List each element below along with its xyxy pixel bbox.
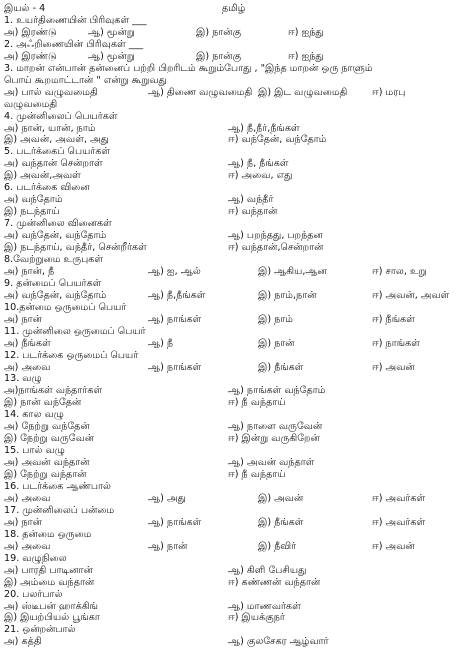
question-text-cont: பொய் கூறமாட்டான் " என்று கூறுவது xyxy=(4,74,167,86)
option-3: இ) அவன்,அவள் xyxy=(4,170,81,182)
option-2: ஆ) திணை வழுவமைதி xyxy=(148,86,253,98)
option-3: இ) இட வழுவமைதி xyxy=(258,86,348,98)
options-row xyxy=(0,577,474,589)
question-17 xyxy=(0,505,474,517)
option-1: அ) ஸ்டீபன் ஹாக்கிங் xyxy=(4,600,99,612)
option-1: அ) நேற்று வந்தேன் xyxy=(4,421,90,433)
question-21 xyxy=(0,624,474,636)
option-2: ஆ) நாளை வருவேன் xyxy=(228,421,323,433)
question-text: 6. படர்க்கை வினை xyxy=(4,182,90,194)
option-1: அ) நான் xyxy=(4,516,42,528)
option-cont-row xyxy=(0,99,474,111)
question-text: 18. தன்மை ஒருமை xyxy=(4,528,92,540)
option-4: ஈ) வந்தேன், வந்தோம் xyxy=(228,134,327,146)
options-row xyxy=(0,385,474,397)
question-11 xyxy=(0,326,474,338)
option-2: ஆ) நாங்கள் xyxy=(148,516,202,528)
option-3: இ) நான்கு xyxy=(196,50,242,62)
option-1: அ) வந்தோம் xyxy=(4,194,63,206)
option-4: ஈ) அவர்கள் xyxy=(372,516,426,528)
question-2 xyxy=(0,39,474,51)
option-3: இ) நான்கு xyxy=(196,26,242,38)
options-row xyxy=(0,517,474,529)
option-4: ஈ) அவன், அவள் xyxy=(372,289,450,301)
options-row xyxy=(0,612,474,624)
option-4: ஈ) வந்தான் xyxy=(228,206,278,218)
option-2: ஆ) நீ,நீர்,நீங்கள் xyxy=(228,122,300,134)
option-1: அ) அவை xyxy=(4,492,51,504)
option-4: ஈ) மரபு xyxy=(372,86,406,98)
option-4: ஈ) இயக்குநர் xyxy=(228,612,285,624)
option-1: அ) வந்தேன், வந்தோம் xyxy=(4,289,107,301)
question-text: 7. முன்னிலை வினைகள் xyxy=(4,218,112,230)
options-row xyxy=(0,421,474,433)
options-row xyxy=(0,541,474,553)
option-2: ஆ) மூன்று xyxy=(88,50,135,62)
option-4: ஈ) கண்ணன் வந்தான் xyxy=(228,576,321,588)
option-4: ஈ) நீ வந்தாய் xyxy=(228,397,286,409)
question-text: 20. பலர்பால் xyxy=(4,588,63,600)
question-7 xyxy=(0,218,474,230)
option-3: இ) நீங்கள் xyxy=(258,516,304,528)
option-1: அ)நாங்கள் வந்தார்கள் xyxy=(4,385,103,397)
option-4: ஈ) நீங்கள் xyxy=(372,313,415,325)
option-3: இ) நடந்தாய் xyxy=(4,206,60,218)
option-4: ஈ) சால, உறு xyxy=(372,265,427,277)
option-2: ஆ) பறந்தது, பறந்தன xyxy=(228,230,323,241)
question-text: 21. ஒன்றன்பால் xyxy=(4,624,76,636)
question-text: 4. முன்னிலைப் பெயர்கள் xyxy=(4,110,118,122)
question-3-cont xyxy=(0,75,474,87)
question-text: 17. முன்னிலைப் பன்மை xyxy=(4,504,115,516)
option-3: இ) நான் வந்தேன் xyxy=(4,397,82,409)
question-text: 16. படர்க்கை ஆண்பால் xyxy=(4,481,111,492)
option-1: அ) இரண்டு xyxy=(4,26,57,38)
question-18 xyxy=(0,529,474,541)
subject-label: தமிழ் xyxy=(222,3,246,14)
option-1: அ) வந்தேன், வந்தோம் xyxy=(4,230,107,241)
question-text: 19. வழுநிலை xyxy=(4,552,67,564)
option-1: அ) வந்தான் சென்றாள் xyxy=(4,158,103,170)
option-1: அ) நான், யான், நாம் xyxy=(4,122,96,134)
question-14 xyxy=(0,409,474,421)
option-3: இ) நான் xyxy=(258,337,295,349)
option-3: இ) அவன், அவள், அது xyxy=(4,134,109,146)
option-3: இ) நீவிர் xyxy=(258,540,297,552)
option-2: ஆ) நீ, நீங்கள் xyxy=(228,158,289,170)
option-1: அ) நான் xyxy=(4,313,42,325)
option-3: இ) அவன் xyxy=(258,492,304,504)
option-2: ஆ) நீ xyxy=(148,337,174,349)
options-row xyxy=(0,170,474,182)
option-2: ஆ) நாங்கள் xyxy=(148,361,202,373)
option-4: ஈ) அவன் xyxy=(372,361,415,373)
option-1: அ) நான், நீ xyxy=(4,265,55,277)
option-4: ஈ) ஐந்து xyxy=(288,26,324,38)
option-3: இ) நேற்று வருவேன் xyxy=(4,433,95,445)
option-3: இ) நீங்கள் xyxy=(258,361,304,373)
options-row xyxy=(0,266,474,278)
option-3: இ) நாம் xyxy=(258,313,294,325)
option-2: ஆ) ஐ, ஆல் xyxy=(148,265,201,277)
option-1: அ) பால் வழுவமைதி xyxy=(4,86,98,98)
question-1 xyxy=(0,15,474,27)
option-3: இ) ஆகிய,ஆன xyxy=(258,265,327,277)
option-3: இ) நாம்,நான் xyxy=(258,289,317,301)
option-2: ஆ) மாணவர்கள் xyxy=(228,600,301,612)
options-row xyxy=(0,469,474,481)
question-8 xyxy=(0,254,474,266)
question-text: 11. முன்னிலை ஒருமைப் பெயர் xyxy=(4,325,146,337)
question-5 xyxy=(0,146,474,158)
question-20 xyxy=(0,589,474,601)
options-row xyxy=(0,397,474,409)
question-text: 9. தன்மைப் பெயர்கள் xyxy=(4,277,102,289)
unit-label: இயல் - 4 xyxy=(4,3,46,14)
options-row xyxy=(0,636,474,648)
options-row xyxy=(0,493,474,505)
option-3: இ) அம்மை வந்தான் xyxy=(4,576,95,588)
question-text: 14. கால வழு xyxy=(4,409,64,421)
option-2: ஆ) அவன் வந்தாள் xyxy=(228,457,315,469)
question-16 xyxy=(0,481,474,493)
option-4: ஈ) அவர்கள் xyxy=(372,492,426,504)
option-4: ஈ) நீ வந்தாய் xyxy=(228,469,286,480)
option-1: அ) அவன் வந்தான் xyxy=(4,457,90,469)
question-12 xyxy=(0,350,474,362)
option-1: அ) இரண்டு xyxy=(4,50,57,62)
option-3: இ) இயற்பியல் பூங்கா xyxy=(4,612,100,624)
options-row xyxy=(0,457,474,469)
options-row xyxy=(0,362,474,374)
options-row xyxy=(0,565,474,577)
options-row xyxy=(0,158,474,170)
options-row xyxy=(0,134,474,146)
question-9 xyxy=(0,278,474,290)
question-text: 2. அஃறிணையின் பிரிவுகள் ___ xyxy=(4,38,144,50)
option-3: இ) நேற்று வந்தான் xyxy=(4,469,87,480)
option-4: ஈ) அவன் xyxy=(372,540,415,552)
question-text: 12. படர்க்கை ஒருமைப் பெயர் xyxy=(4,349,139,361)
option-4: ஈ) நாங்கள் xyxy=(372,337,420,349)
question-10 xyxy=(0,302,474,314)
option-2: ஆ) நாங்கள் xyxy=(148,313,202,325)
options-row xyxy=(0,194,474,206)
option-2: ஆ) வந்தீர் xyxy=(228,194,274,206)
option-1: அ) பாரதி பாடினான் xyxy=(4,564,93,576)
option-4: ஈ) வந்தான்,சென்றான் xyxy=(228,242,324,253)
option-3: இ) நடந்தாய், வந்தீர், சென்றீர்கள் xyxy=(4,242,147,253)
options-row xyxy=(0,338,474,350)
option-4: ஈ) இன்று வருகிறேன் xyxy=(228,433,320,445)
option-2: ஆ) நாங்கள் வந்தோம் xyxy=(228,385,326,397)
question-19 xyxy=(0,553,474,565)
question-text: 3. மாறன் என்பான் தன்னைப் பற்றி பிறரிடம் கூறும்போது , "இந்த மாறன் ஒரு நாளும் xyxy=(4,62,373,74)
question-text: 10.தன்மை ஒருமைப் பெயர் xyxy=(4,301,127,313)
question-3 xyxy=(0,63,474,75)
option-1: அ) அவை xyxy=(4,361,51,373)
question-text: 15. பால் வழு xyxy=(4,445,65,457)
option-2: ஆ) மூன்று xyxy=(88,26,135,38)
option-2: ஆ) நீ,நீங்கள் xyxy=(148,289,206,301)
option-2: ஆ) கிளி பேசியது xyxy=(228,564,307,576)
question-4 xyxy=(0,111,474,123)
options-row xyxy=(0,27,474,39)
option-2: ஆ) அது xyxy=(148,492,186,504)
option-2: ஆ) நான் xyxy=(148,540,188,552)
question-text: 1. உயர்திணையின் பிரிவுகள் ___ xyxy=(4,14,147,26)
options-row xyxy=(0,290,474,302)
options-row xyxy=(0,433,474,445)
options-row xyxy=(0,242,474,254)
question-text: 8.வேற்றுமை உருபுகள் xyxy=(4,253,104,265)
options-row xyxy=(0,123,474,135)
option-1: அ) கத்தி xyxy=(4,636,42,648)
options-row xyxy=(0,601,474,613)
options-row xyxy=(0,230,474,242)
option-4: ஈ) அவை, எது xyxy=(228,170,293,182)
question-13 xyxy=(0,373,474,385)
option-4: ஈ) ஐந்து xyxy=(288,50,324,62)
option-cont: வழுவமைதி xyxy=(4,98,58,110)
question-text: 5. படர்க்கைப் பெயர்கள் xyxy=(4,146,111,158)
option-1: அ) அவை xyxy=(4,540,51,552)
question-text: 13. வழு xyxy=(4,373,42,385)
options-row xyxy=(0,206,474,218)
header-row xyxy=(0,3,474,15)
options-row xyxy=(0,314,474,326)
question-15 xyxy=(0,445,474,457)
option-2: ஆ) குலசேகர ஆழ்வார் xyxy=(228,636,329,648)
options-row xyxy=(0,87,474,99)
question-6 xyxy=(0,182,474,194)
options-row xyxy=(0,51,474,63)
option-1: அ) நீங்கள் xyxy=(4,337,51,349)
